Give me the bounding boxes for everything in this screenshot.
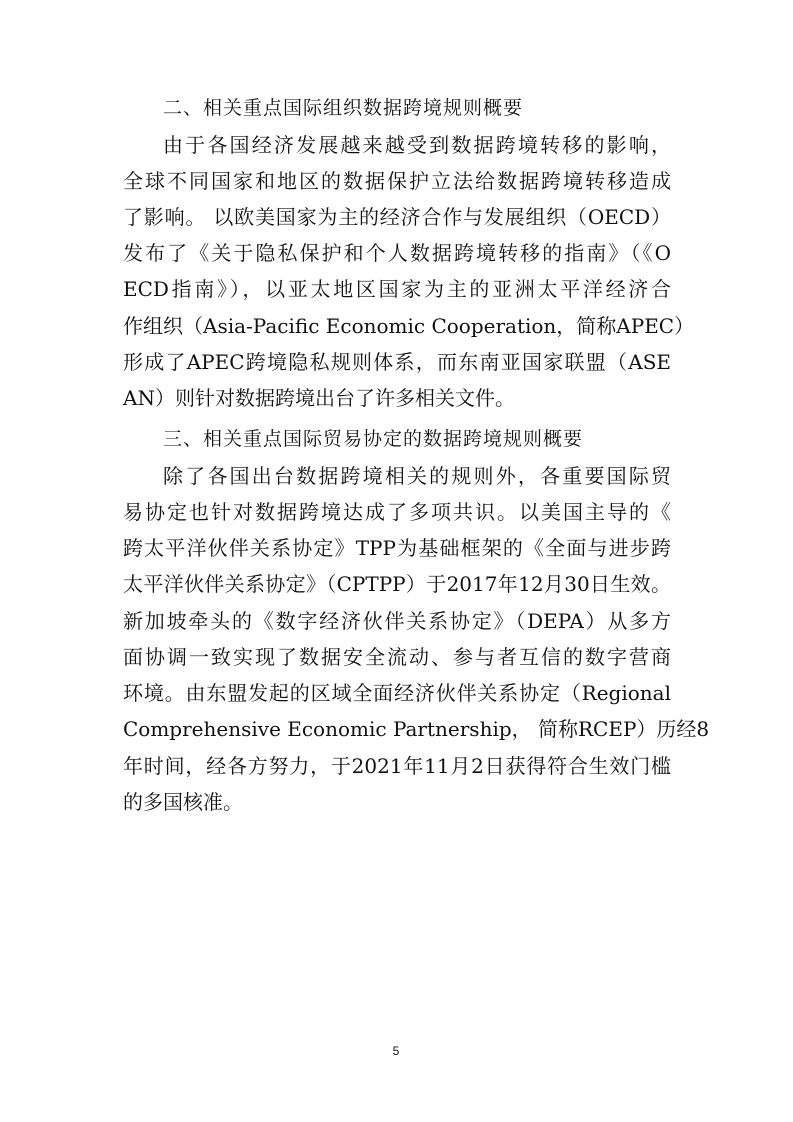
paragraph-line: 形成了APEC跨境隐私规则体系，而东南亚国家联盟（ASE: [123, 350, 671, 374]
section-heading-3: 三、相关重点国际贸易协定的数据跨境规则概要: [163, 428, 584, 450]
paragraph-line: 面协调一致实现了数据安全流动、参与者互信的数字营商: [123, 645, 671, 669]
page-number: 5: [392, 1044, 400, 1058]
paragraph-line: 作组织（Asia-Pacific Economic Cooperation，简称APEC）: [123, 314, 695, 338]
paragraph-line: AN）则针对数据跨境出台了许多相关文件。: [123, 386, 515, 410]
paragraph-line: 由于各国经济发展越来越受到数据跨境转移的影响，: [163, 133, 671, 157]
paragraph-line: 了影响。 以欧美国家为主的经济合作与发展组织（OECD）: [123, 205, 671, 229]
paragraph-line: 年时间，经各方努力，于2021年11月2日获得符合生效门槛: [123, 754, 671, 778]
paragraph-line: 环境。由东盟发起的区域全面经济伙伴关系协定（Regional: [123, 681, 671, 705]
paragraph-line: 跨太平洋伙伴关系协定》TPP为基础框架的《全面与进步跨: [123, 536, 671, 560]
paragraph-line: 易协定也针对数据跨境达成了多项共识。以美国主导的《: [123, 500, 671, 524]
paragraph-line: 全球不同国家和地区的数据保护立法给数据跨境转移造成: [123, 169, 671, 193]
paragraph-line: ECD指南》），以亚太地区国家为主的亚洲太平洋经济合: [123, 277, 671, 301]
paragraph-line: 太平洋伙伴关系协定》（CPTPP）于2017年12月30日生效。: [123, 572, 671, 596]
paragraph-line: 发布了《关于隐私保护和个人数据跨境转移的指南》（《O: [123, 241, 671, 265]
paragraph-line: 新加坡牵头的《数字经济伙伴关系协定》（DEPA）从多方: [123, 609, 671, 633]
section-heading-2: 二、相关重点国际组织数据跨境规则概要: [163, 97, 524, 119]
paragraph-line: Comprehensive Economic Partnership， 简称RCEP）历经8: [123, 717, 710, 741]
paragraph-line: 的多国核准。: [123, 790, 243, 814]
paragraph-line: 除了各国出台数据跨境相关的规则外，各重要国际贸: [163, 464, 671, 488]
